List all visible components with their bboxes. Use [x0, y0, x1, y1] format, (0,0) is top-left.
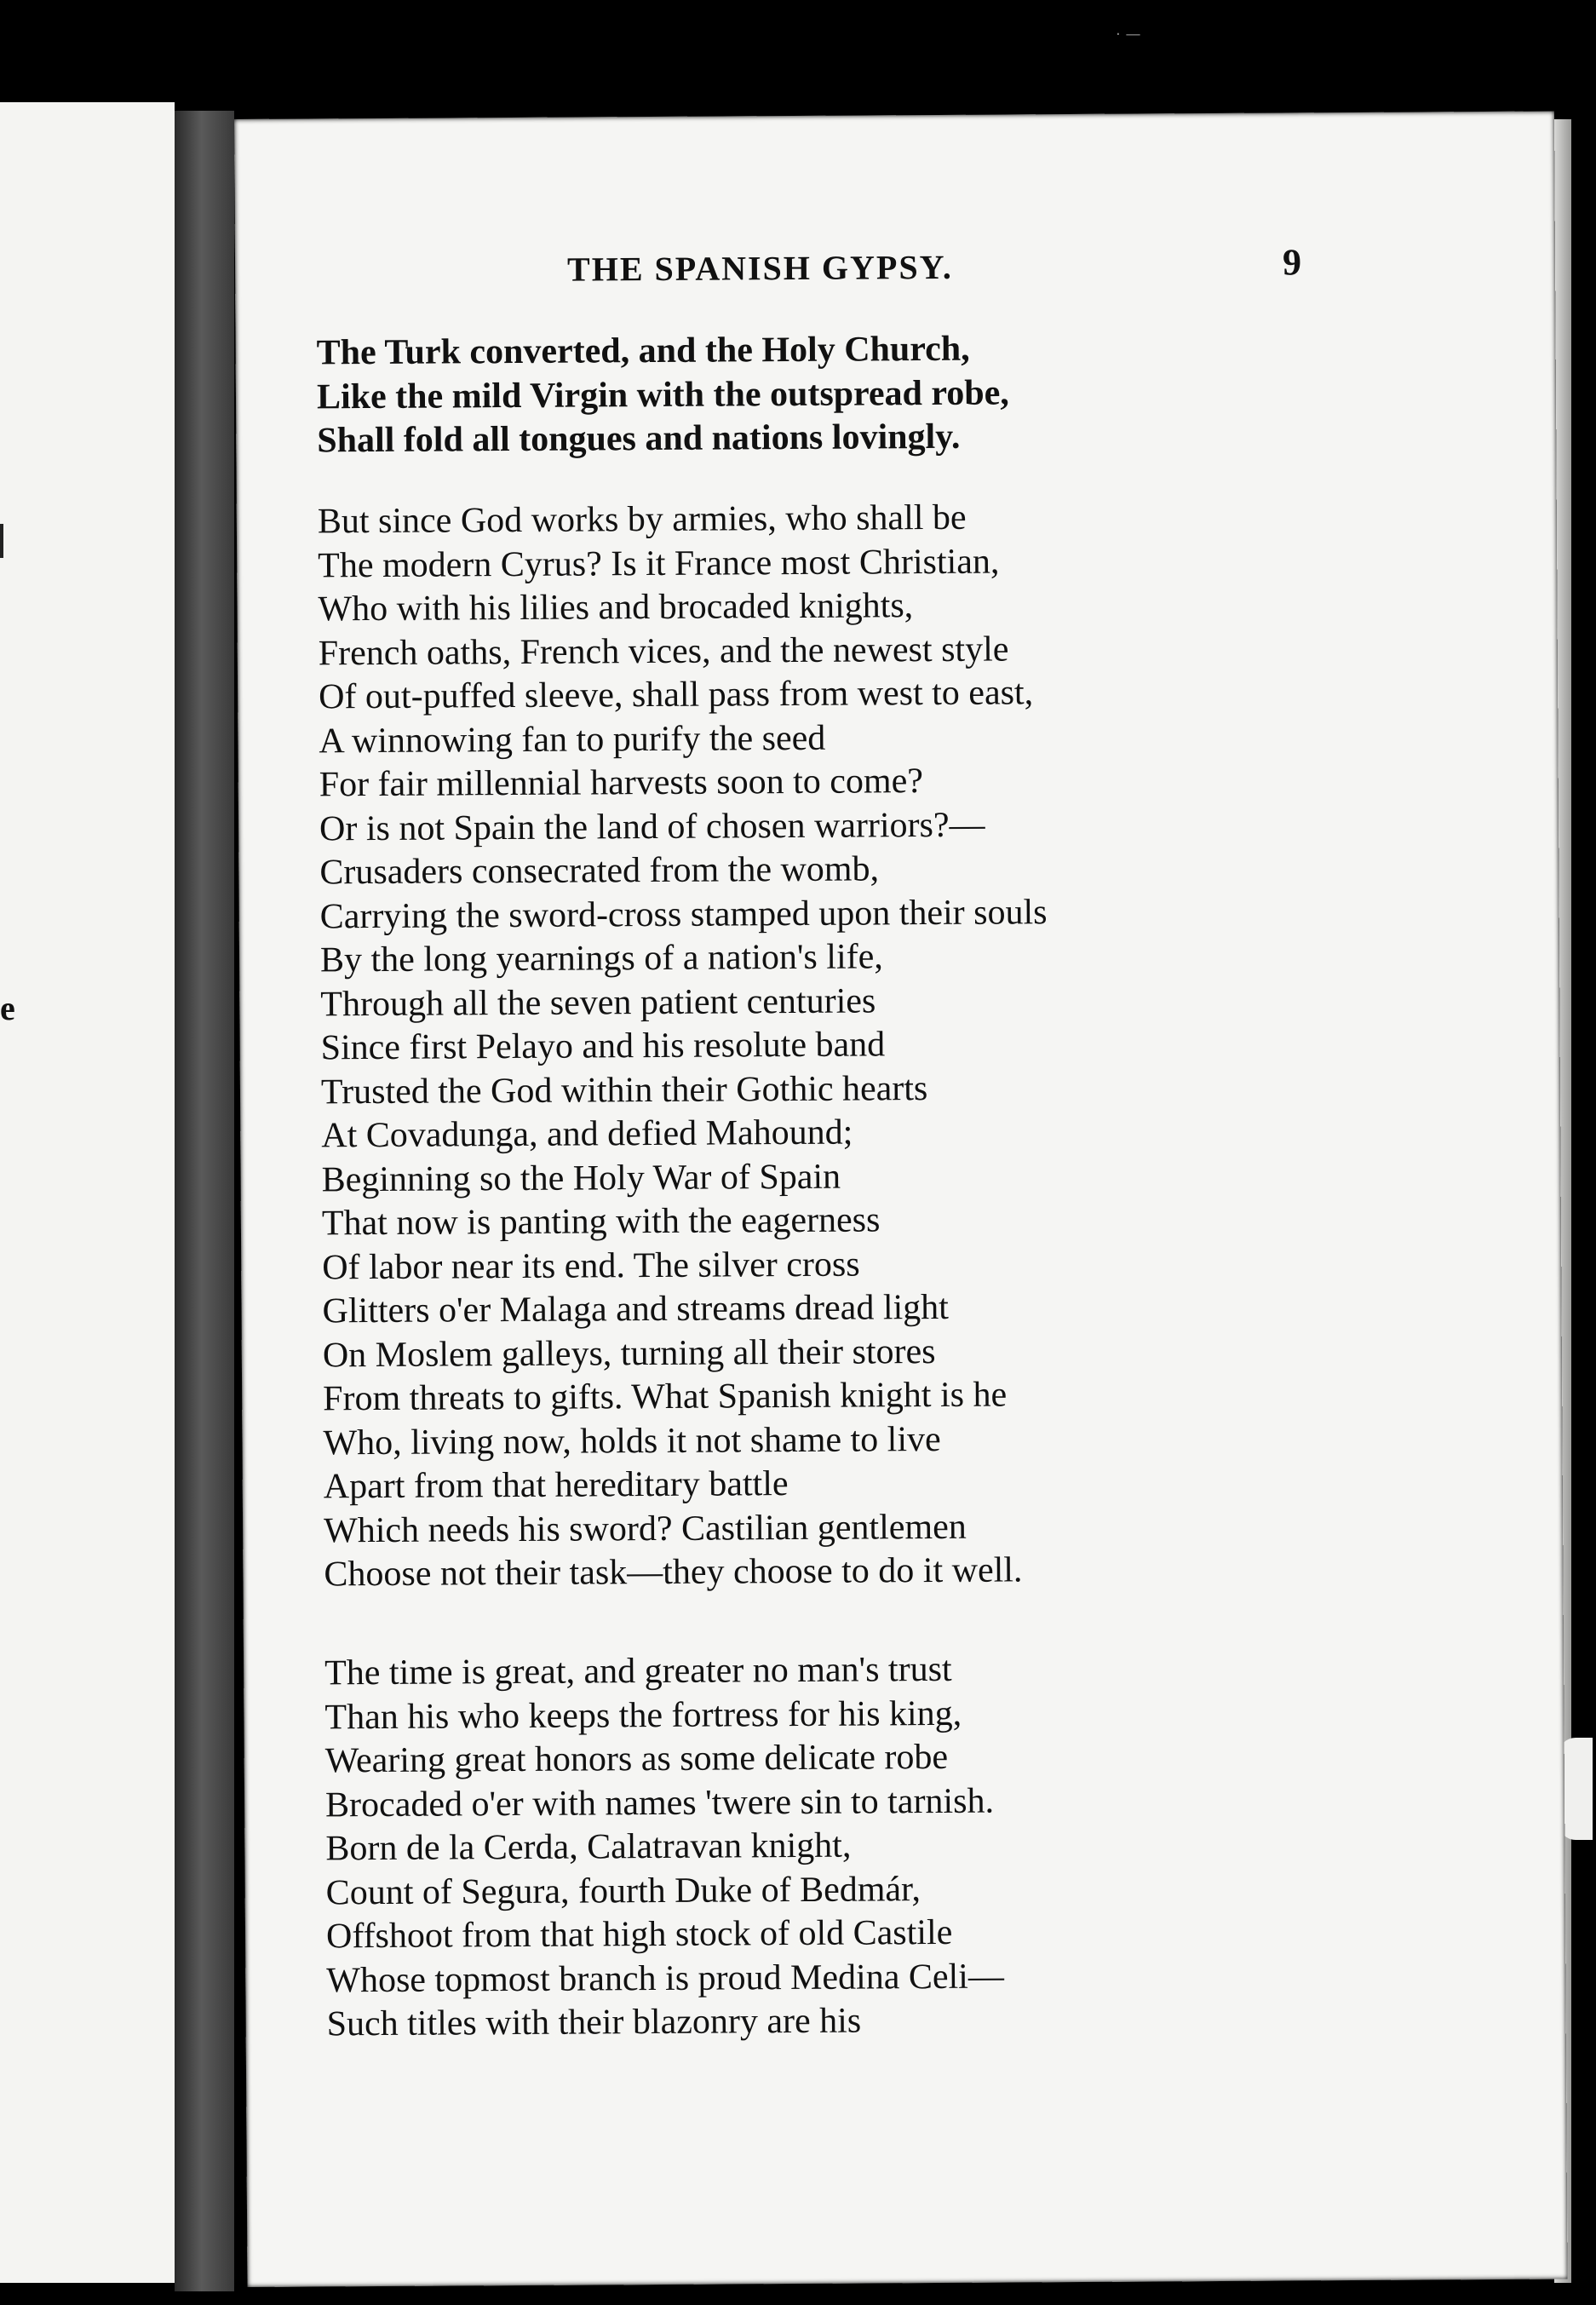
verse-line: Such titles with their blazonry are his	[326, 2001, 862, 2044]
left-page-text-fragment: e	[0, 989, 15, 1027]
stanza-2	[318, 496, 1052, 1597]
verse-line: The modern Cyrus? Is it France most Christian,	[318, 542, 1000, 585]
verse-line: But since God works by armies, who shall be	[317, 497, 967, 542]
verse-line: Than his who keeps the fortress for his king,	[324, 1693, 962, 1737]
left-page-mark	[0, 524, 3, 558]
verse-line: On Moslem galleys, turning all their stores	[322, 1331, 936, 1375]
verse-line: Count of Segura, fourth Duke of Bedmár,	[325, 1869, 921, 1912]
scan-artifact-marks: · —	[1116, 26, 1141, 43]
verse-line: Which needs his sword? Castilian gentlemen	[323, 1507, 967, 1550]
verse-line: Choose not their task—they choose to do it well.	[324, 1550, 1023, 1595]
verse-line: For fair millennial harvests soon to come?	[319, 762, 924, 805]
verse-line: A winnowing fan to purify the seed	[319, 718, 826, 761]
verse-line: Since first Pelayo and his resolute band	[320, 1025, 886, 1068]
verse-line: Apart from that hereditary battle	[323, 1464, 789, 1507]
verse-line: Whose topmost branch is proud Medina Celi—	[326, 1957, 1005, 2000]
verse-line: Crusaders consecrated from the womb,	[319, 849, 880, 893]
verse-line: Like the mild Virgin with the outspread robe,	[316, 372, 1009, 417]
verse-line: Of labor near its end. The silver cross	[322, 1244, 860, 1287]
verse-line: French oaths, French vices, and the newest style	[318, 629, 1009, 673]
verse-line: Trusted the God within their Gothic hearts	[320, 1068, 928, 1112]
verse-line: Offshoot from that high stock of old Castile	[325, 1912, 953, 1957]
verse-line: Wearing great honors as some delicate robe	[324, 1737, 949, 1781]
verse-line: The time is great, and greater no man's trust	[324, 1649, 952, 1693]
verse-line: The Turk converted, and the Holy Church,	[316, 329, 970, 373]
stanza-3	[324, 1648, 1004, 2047]
verse-line: Or is not Spain the land of chosen warriors?—	[319, 805, 985, 848]
verse-line: From threats to gifts. What Spanish knight is he	[323, 1375, 1008, 1419]
verse-line: Born de la Cerda, Calatravan knight,	[325, 1825, 852, 1869]
verse-line: That now is panting with the eagerness	[321, 1200, 881, 1244]
running-head: THE SPANISH GYPSY.	[566, 247, 953, 289]
verse-line: Carrying the sword-cross stamped upon their souls	[319, 892, 1048, 936]
verse-line: Glitters o'er Malaga and streams dread light	[322, 1287, 950, 1331]
verse-line: Shall fold all tongues and nations lovingly.	[317, 417, 961, 461]
verse-line: Of out-puffed sleeve, shall pass from west to east,	[319, 673, 1034, 717]
right-page	[234, 112, 1568, 2287]
verse-line: Who with his lilies and brocaded knights,	[318, 586, 914, 629]
verse-line: Beginning so the Holy War of Spain	[321, 1157, 841, 1199]
left-page	[0, 102, 175, 2283]
verse-line: Brocaded o'er with names 'twere sin to tarnish.	[324, 1781, 995, 1825]
verse-line: Through all the seven patient centuries	[320, 980, 876, 1024]
book-spine-shadow	[175, 111, 234, 2291]
verse-line: Who, living now, holds it not shame to live	[323, 1419, 941, 1463]
stanza-1	[317, 327, 1010, 463]
page-number: 9	[1282, 241, 1302, 284]
verse-line: At Covadunga, and defied Mahound;	[321, 1112, 853, 1156]
verse-line: By the long yearnings of a nation's life,	[319, 937, 883, 980]
